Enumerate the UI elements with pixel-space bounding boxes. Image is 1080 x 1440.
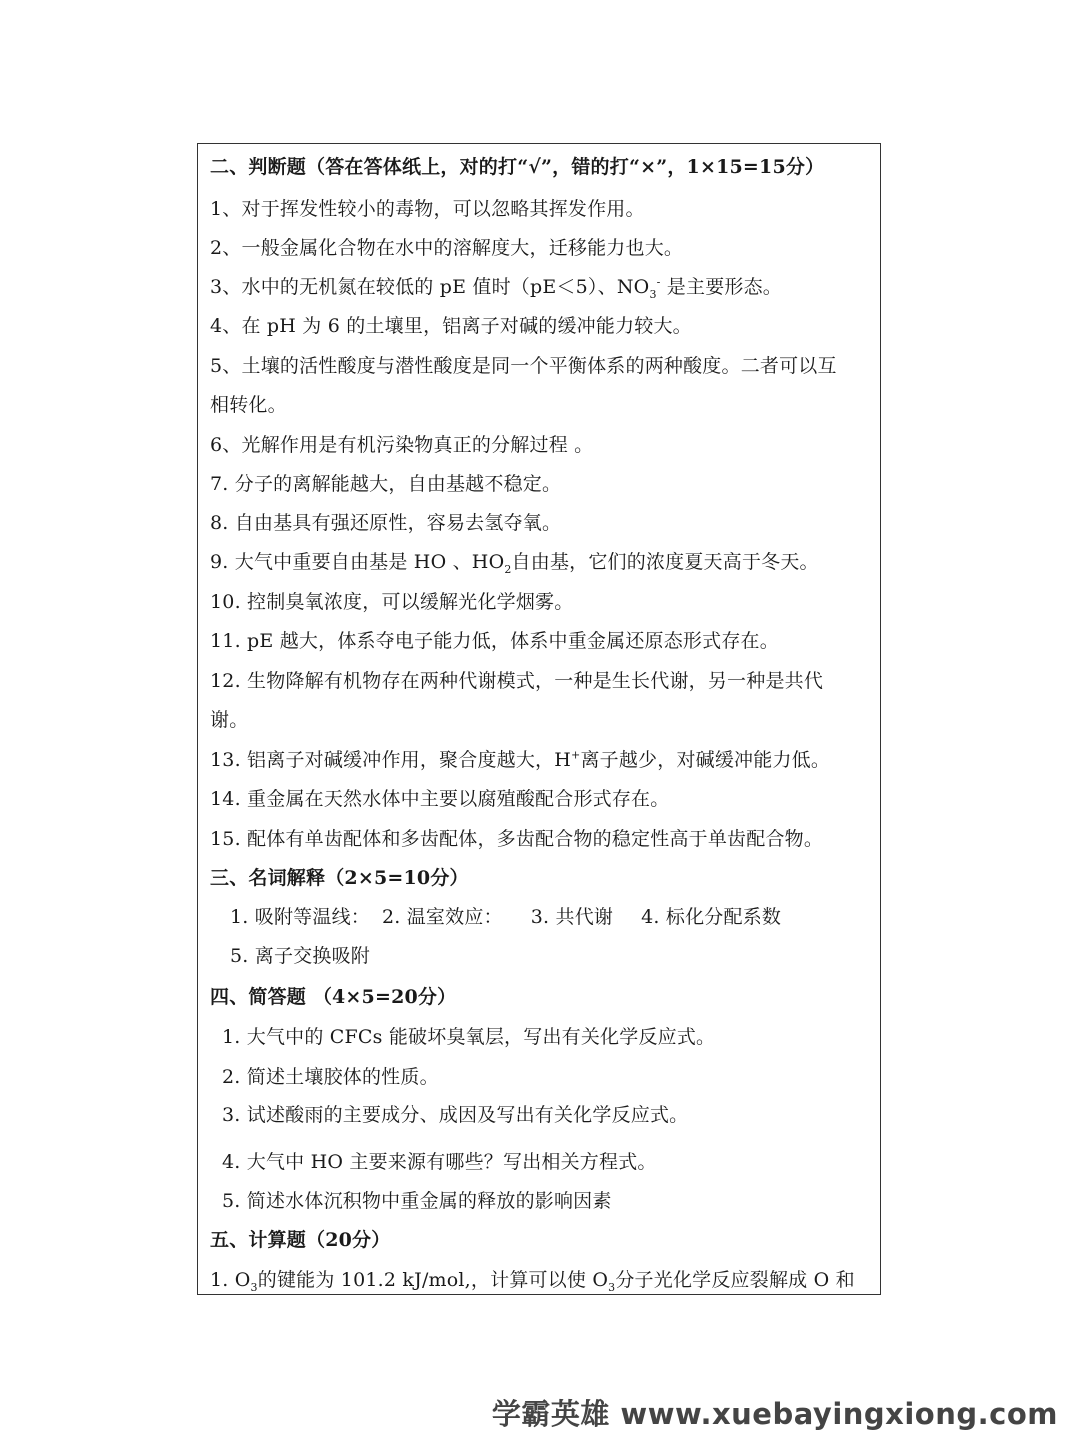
judgement-item-9-subscript: 2 [504, 562, 512, 576]
term-4: 4. 标化分配系数 [641, 906, 782, 928]
judgement-item-15: 15. 配体有单齿配体和多齿配体，多齿配合物的稳定性高于单齿配合物。 [210, 828, 824, 850]
judgement-item-3 [210, 275, 782, 299]
calc-1-subscript-1: 3 [250, 1280, 258, 1294]
section-2-heading: 二、判断题（答在答体纸上，对的打“√”，错的打“×”，1×15=15分） [210, 156, 825, 178]
short-answer-4: 4. 大气中 HO 主要来源有哪些？写出相关方程式。 [222, 1151, 657, 1173]
section-5-heading: 五、计算题（20分） [210, 1229, 391, 1251]
term-1: 1. 吸附等温线： [230, 906, 370, 928]
judgement-item-3-superscript: - [656, 275, 661, 289]
judgement-item-3-text-b: 是主要形态。 [660, 276, 783, 298]
term-3: 3. 共代谢 [530, 906, 614, 928]
term-row-1 [230, 905, 781, 929]
judgement-item-6: 6、光解作用是有机污染物真正的分解过程 。 [210, 434, 594, 456]
calc-1-text-a: 1. O [210, 1269, 251, 1291]
site-watermark: 学霸英雄 www.xuebayingxiong.com [491, 1397, 1058, 1431]
judgement-item-2: 2、一般金属化合物在水中的溶解度大，迁移能力也大。 [210, 237, 684, 259]
judgement-item-9-text-b: 自由基，它们的浓度夏天高于冬天。 [511, 551, 819, 573]
calc-1-text-c: 分子光化学反应裂解成 O 和 [615, 1269, 855, 1291]
judgement-item-1: 1、对于挥发性较小的毒物，可以忽略其挥发作用。 [210, 198, 645, 220]
judgement-item-13-text-b: 离子越少，对碱缓冲能力低。 [580, 749, 831, 771]
judgement-item-5-line-2: 相转化。 [210, 394, 287, 416]
judgement-item-3-text-a: 3、水中的无机氮在较低的 pE 值时（pE＜5）、NO [210, 276, 650, 298]
term-2: 2. 温室效应： [381, 906, 503, 928]
judgement-item-14: 14. 重金属在天然水体中主要以腐殖酸配合形式存在。 [210, 788, 670, 810]
judgement-item-3-subscript: 3 [649, 287, 657, 301]
short-answer-5: 5. 简述水体沉积物中重金属的释放的影响因素 [222, 1190, 612, 1212]
short-answer-2: 2. 简述土壤胶体的性质。 [222, 1066, 439, 1088]
calc-1-subscript-2: 3 [608, 1280, 616, 1294]
calc-1-text-b: 的键能为 101.2 kJ/mol,，计算可以使 O [257, 1269, 609, 1291]
section-3-heading: 三、名词解释（2×5=10分） [210, 867, 469, 889]
judgement-item-12-line-2: 谢。 [210, 709, 249, 731]
judgement-item-8: 8. 自由基具有强还原性，容易去氢夺氧。 [210, 512, 562, 534]
short-answer-1: 1. 大气中的 CFCs 能破坏臭氧层，写出有关化学反应式。 [222, 1026, 716, 1048]
judgement-item-13-superscript: + [571, 748, 581, 762]
judgement-item-9-text-a: 9. 大气中重要自由基是 HO 、HO [210, 551, 505, 573]
judgement-item-5-line-1: 5、土壤的活性酸度与潜性酸度是同一个平衡体系的两种酸度。二者可以互 [210, 355, 837, 377]
judgement-item-13-text-a: 13. 铝离子对碱缓冲作用，聚合度越大，H [210, 749, 572, 771]
judgement-item-11: 11. pE 越大，体系夺电子能力低，体系中重金属还原态形式存在。 [210, 630, 779, 652]
calculation-item-1 [210, 1268, 855, 1292]
judgement-item-7: 7. 分子的离解能越大，自由基越不稳定。 [210, 473, 562, 495]
judgement-item-12-line-1: 12. 生物降解有机物存在两种代谢模式，一种是生长代谢，另一种是共代 [210, 670, 824, 692]
section-4-heading: 四、简答题 （4×5=20分） [210, 986, 457, 1008]
judgement-item-9 [210, 550, 819, 574]
judgement-item-4: 4、在 pH 为 6 的土壤里，铝离子对碱的缓冲能力较大。 [210, 315, 692, 337]
short-answer-3: 3. 试述酸雨的主要成分、成因及写出有关化学反应式。 [222, 1104, 689, 1126]
judgement-item-10: 10. 控制臭氧浓度，可以缓解光化学烟雾。 [210, 591, 574, 613]
term-5: 5. 离子交换吸附 [230, 945, 370, 967]
judgement-item-13 [210, 748, 830, 772]
